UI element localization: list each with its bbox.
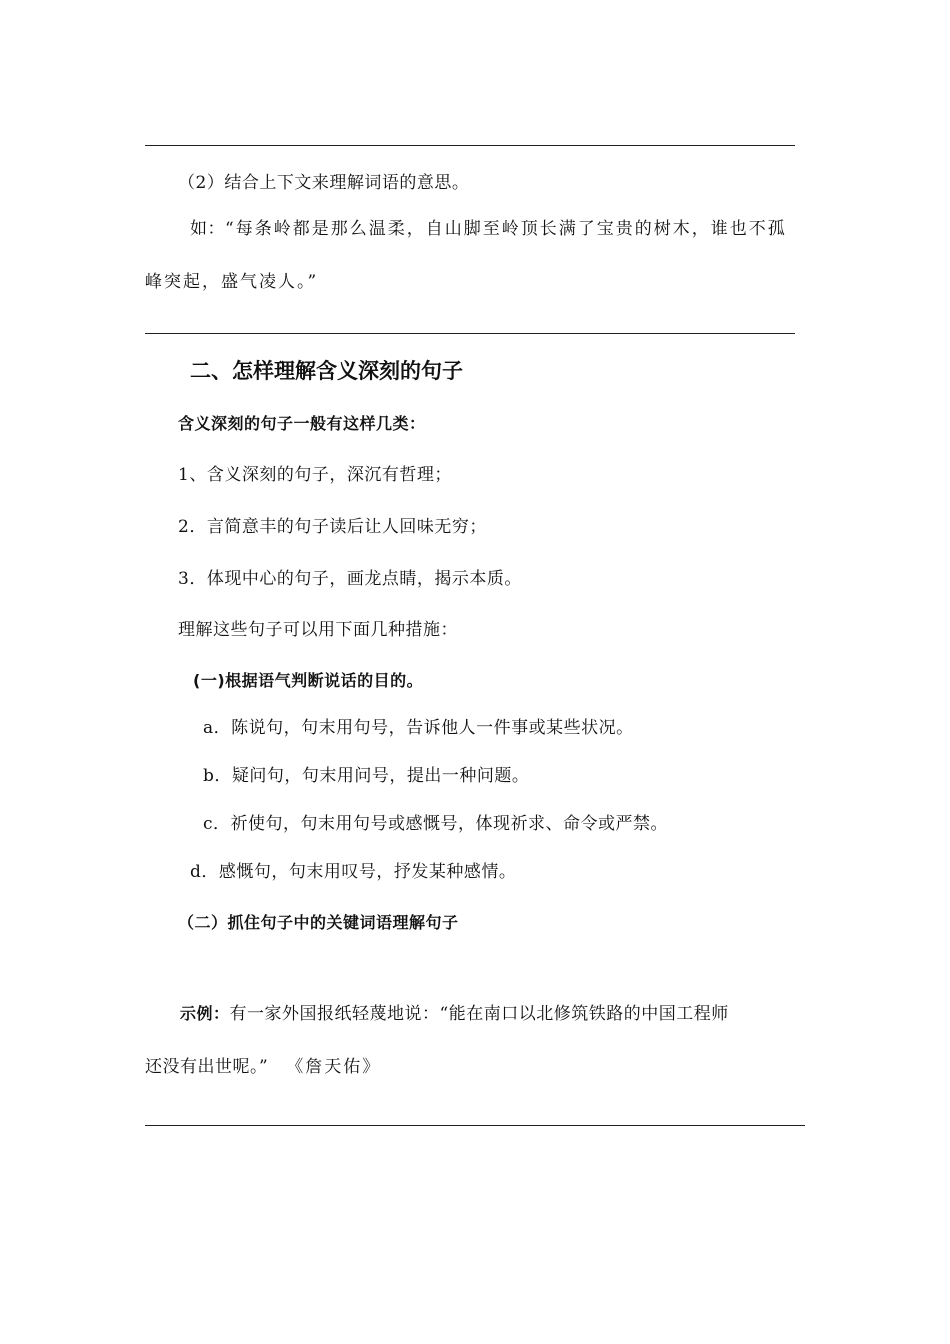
section-title: 二、怎样理解含义深刻的句子 [190, 359, 463, 383]
divider-middle [145, 333, 795, 334]
example-prefix: 如： [190, 219, 225, 239]
method-1-item-c: c．祈使句，句末用句号或感慨号，体现祈求、命令或严禁。 [203, 814, 669, 834]
method-1-item-d: d．感慨句，句末用叹号，抒发某种感情。 [190, 862, 517, 882]
method-1-title: (一)根据语气判断说话的目的。 [193, 671, 424, 690]
example-paragraph-line-1 [180, 1002, 729, 1026]
example-line-2: 峰突起，盛气凌人。” [145, 272, 319, 292]
example-quote-1: “每条岭都是那么温柔，自山脚至岭顶长满了宝贵的树木，谁也不孤 [225, 219, 787, 239]
example-text-1: 有一家外国报纸轻蔑地说：“能在南口以北修筑铁路的中国工程师 [229, 1004, 729, 1024]
example-paragraph-line-2 [145, 1055, 381, 1079]
method-1-item-a: a．陈说句，句末用句号，告诉他人一件事或某些状况。 [203, 718, 634, 738]
method-2-title: （二）抓住句子中的关键词语理解句子 [178, 913, 459, 932]
example-text-2: 还没有出世呢。” [145, 1057, 269, 1077]
method-1-item-b: b．疑问句，句末用问号，提出一种问题。 [203, 766, 530, 786]
section-intro: 含义深刻的句子一般有这样几类： [178, 414, 426, 433]
type-item-2: 2．言简意丰的句子读后让人回味无穷； [178, 517, 487, 537]
example-source: 《詹天佑》 [286, 1057, 382, 1077]
type-item-1: 1、含义深刻的句子，深沉有哲理； [178, 465, 452, 485]
type-item-3: 3．体现中心的句子，画龙点睛，揭示本质。 [178, 569, 522, 589]
example-label: 示例： [180, 1004, 230, 1023]
item-2-text: （2）结合上下文来理解词语的意思。 [178, 173, 470, 193]
divider-top [145, 145, 795, 146]
example-line-1 [190, 217, 787, 241]
divider-bottom [145, 1125, 805, 1126]
methods-intro: 理解这些句子可以用下面几种措施： [178, 620, 458, 640]
